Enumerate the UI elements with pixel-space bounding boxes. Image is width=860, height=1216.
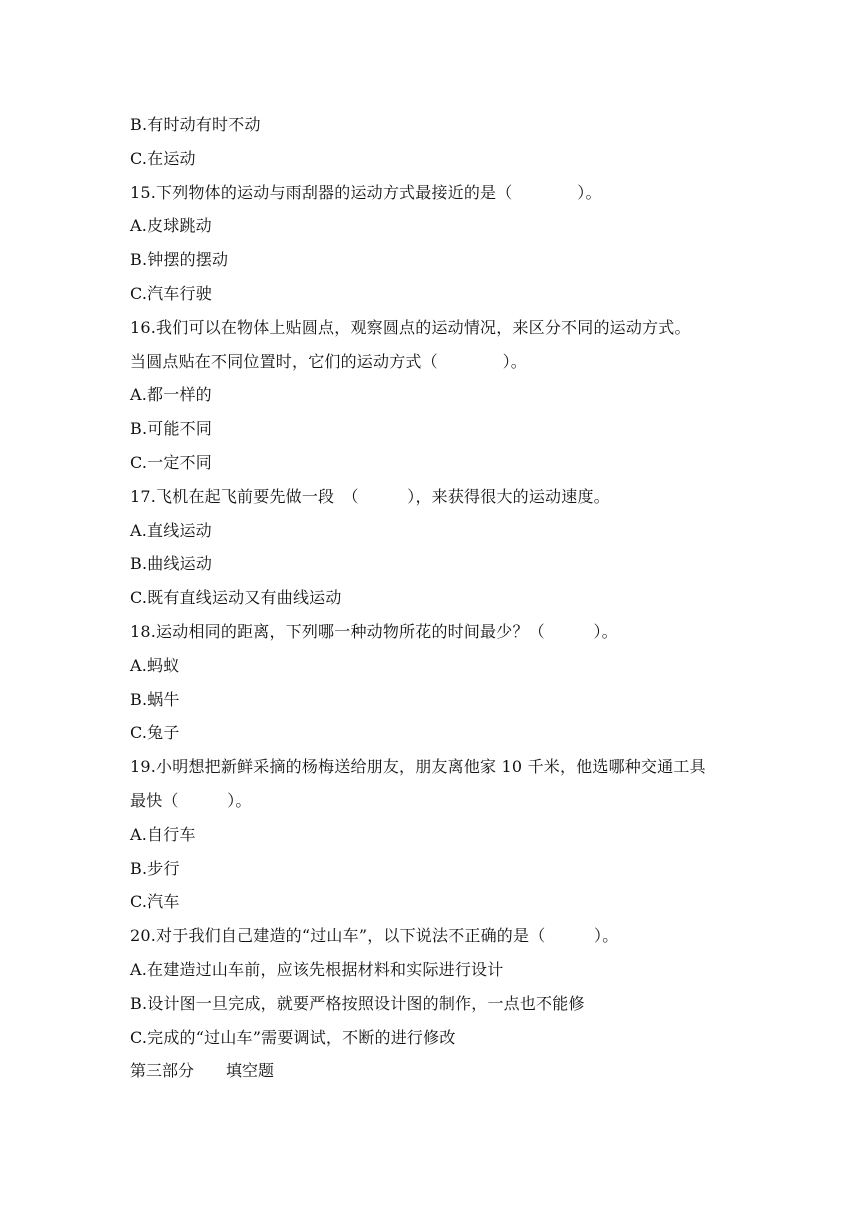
question-text: 16.我们可以在物体上贴圆点，观察圆点的运动情况，来区分不同的运动方式。 <box>130 317 691 337</box>
option-a: A.蚂蚁 <box>130 655 180 675</box>
option-b: B.曲线运动 <box>130 554 213 574</box>
option-b: B.蜗牛 <box>130 689 180 709</box>
option-b: B.有时动有时不动 <box>130 115 261 134</box>
question-16 <box>130 311 750 480</box>
question-20 <box>130 919 750 1054</box>
question-text: 17.飞机在起飞前要先做一段 （ ），来获得很大的运动速度。 <box>130 486 610 506</box>
option-c: C.既有直线运动又有曲线运动 <box>130 588 342 608</box>
option-b: B.可能不同 <box>130 419 213 439</box>
option-c: C.完成的“过山车”需要调试，不断的进行修改 <box>130 1027 456 1047</box>
question-text: 19.小明想把新鲜采摘的杨梅送给朋友，朋友离他家 10 千米，他选哪种交通工具 <box>130 757 706 777</box>
question-text: 18.运动相同的距离，下列哪一种动物所花的时间最少？（ ）。 <box>130 621 618 641</box>
question-19 <box>130 750 750 919</box>
option-b: B.步行 <box>130 858 180 878</box>
question-text: 15.下列物体的运动与雨刮器的运动方式最接近的是（ ）。 <box>130 182 602 202</box>
question-text: 20.对于我们自己建造的“过山车”，以下说法不正确的是（ ）。 <box>130 926 619 946</box>
option-a: A.皮球跳动 <box>130 216 212 236</box>
question-18 <box>130 615 750 750</box>
question-15 <box>130 176 750 311</box>
option-c: C.一定不同 <box>130 452 212 472</box>
question-17 <box>130 480 750 615</box>
option-a: A.直线运动 <box>130 520 212 540</box>
question-text-continued: 最快（ ）。 <box>130 790 252 810</box>
option-c: C.汽车行驶 <box>130 283 212 303</box>
option-c: C.在运动 <box>130 148 196 168</box>
option-b: B.设计图一旦完成，就要严格按照设计图的制作，一点也不能修 <box>130 993 585 1013</box>
section-title: 第三部分 填空题 <box>130 1061 275 1081</box>
question-text-continued: 当圆点贴在不同位置时，它们的运动方式（ ）。 <box>130 351 528 371</box>
option-c: C.兔子 <box>130 723 180 743</box>
question-content <box>130 108 750 1088</box>
option-b: B.钟摆的摆动 <box>130 250 229 270</box>
option-a: A.在建造过山车前，应该先根据材料和实际进行设计 <box>130 959 504 979</box>
previous-question-options <box>130 108 750 176</box>
option-a: A.自行车 <box>130 824 196 844</box>
option-a: A.都一样的 <box>130 385 212 405</box>
option-c: C.汽车 <box>130 892 180 912</box>
